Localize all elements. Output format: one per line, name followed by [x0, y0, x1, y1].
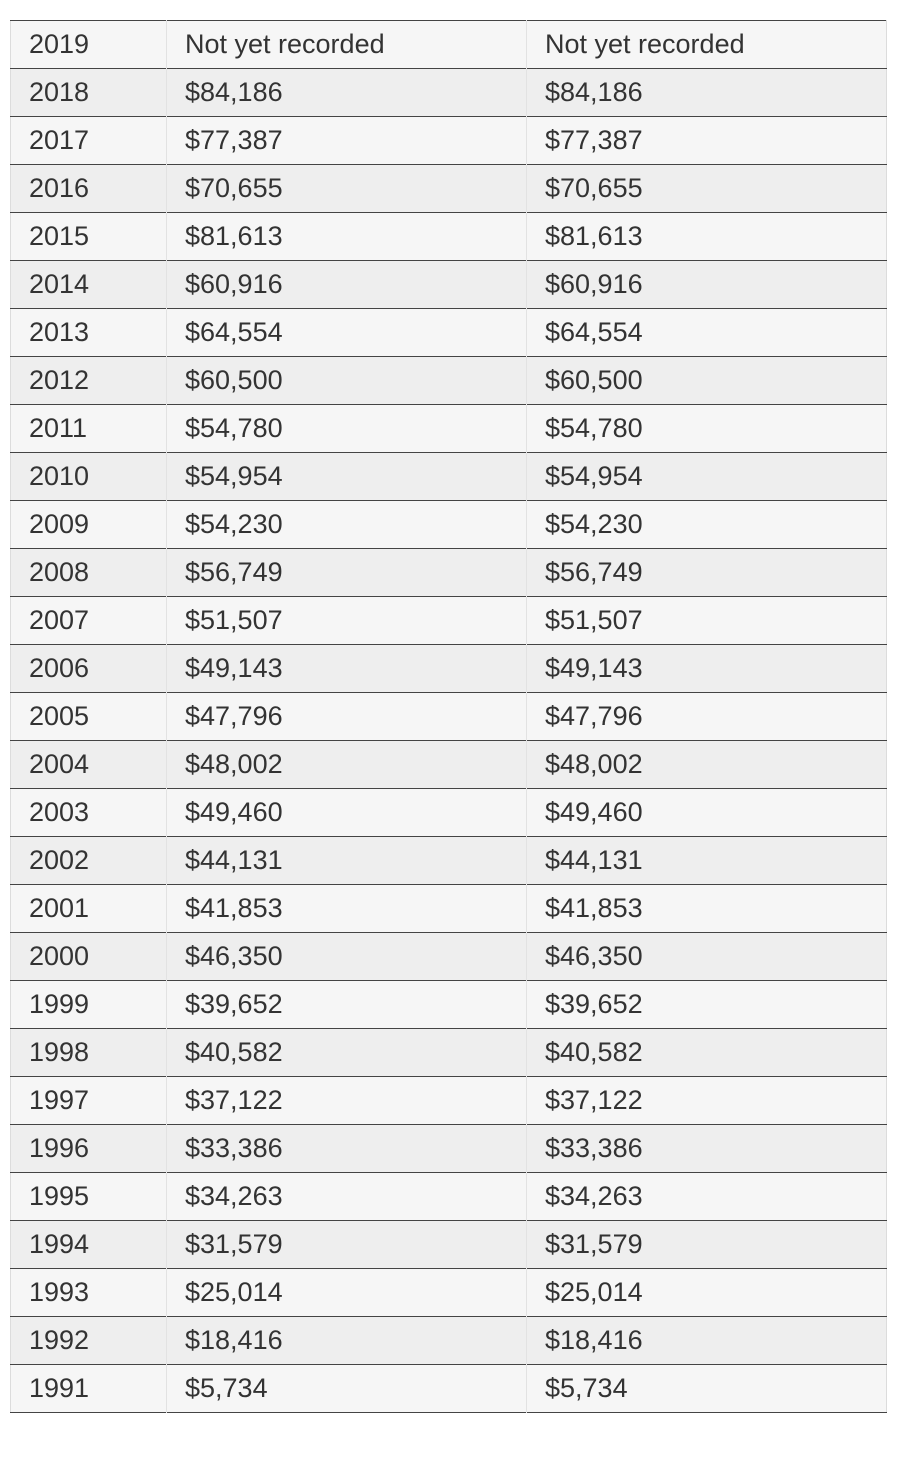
year-cell: 2009: [11, 501, 167, 549]
value-cell-b: $77,387: [527, 117, 887, 165]
value-cell-b: $46,350: [527, 933, 887, 981]
table-row: [11, 69, 887, 117]
value-cell-a: $64,554: [167, 309, 527, 357]
year-cell: 2006: [11, 645, 167, 693]
year-cell: 1995: [11, 1173, 167, 1221]
year-cell: 2005: [11, 693, 167, 741]
value-cell-a: $56,749: [167, 549, 527, 597]
value-cell-b: $54,780: [527, 405, 887, 453]
value-cell-a: $54,780: [167, 405, 527, 453]
table-body: [11, 21, 887, 1413]
value-cell-a: $41,853: [167, 885, 527, 933]
value-cell-a: $46,350: [167, 933, 527, 981]
value-cell-b: $64,554: [527, 309, 887, 357]
table-row: [11, 309, 887, 357]
table-row: [11, 597, 887, 645]
year-cell: 2003: [11, 789, 167, 837]
value-cell-b: $40,582: [527, 1029, 887, 1077]
table-row: [11, 1077, 887, 1125]
year-cell: 1999: [11, 981, 167, 1029]
value-cell-a: $84,186: [167, 69, 527, 117]
year-cell: 1994: [11, 1221, 167, 1269]
year-cell: 2016: [11, 165, 167, 213]
value-cell-a: $5,734: [167, 1365, 527, 1413]
table-row: [11, 1029, 887, 1077]
value-cell-b: $37,122: [527, 1077, 887, 1125]
year-cell: 1992: [11, 1317, 167, 1365]
value-cell-b: $54,230: [527, 501, 887, 549]
value-cell-a: $51,507: [167, 597, 527, 645]
value-cell-a: $49,460: [167, 789, 527, 837]
value-cell-b: $54,954: [527, 453, 887, 501]
value-cell-a: $48,002: [167, 741, 527, 789]
value-cell-b: $33,386: [527, 1125, 887, 1173]
value-cell-b: $70,655: [527, 165, 887, 213]
value-cell-b: $18,416: [527, 1317, 887, 1365]
value-cell-b: $84,186: [527, 69, 887, 117]
table-row: [11, 837, 887, 885]
year-cell: 2015: [11, 213, 167, 261]
value-cell-a: $47,796: [167, 693, 527, 741]
value-cell-a: $44,131: [167, 837, 527, 885]
value-cell-a: $60,500: [167, 357, 527, 405]
table-row: [11, 453, 887, 501]
table-row: [11, 741, 887, 789]
value-cell-a: $33,386: [167, 1125, 527, 1173]
year-cell: 1993: [11, 1269, 167, 1317]
value-cell-b: $81,613: [527, 213, 887, 261]
table-row: [11, 885, 887, 933]
value-cell-b: $60,916: [527, 261, 887, 309]
value-cell-a: $37,122: [167, 1077, 527, 1125]
value-cell-a: $54,230: [167, 501, 527, 549]
table-row: [11, 213, 887, 261]
value-cell-b: $39,652: [527, 981, 887, 1029]
value-cell-a: $40,582: [167, 1029, 527, 1077]
year-cell: 1998: [11, 1029, 167, 1077]
value-cell-a: $39,652: [167, 981, 527, 1029]
value-cell-b: $51,507: [527, 597, 887, 645]
value-cell-a: $54,954: [167, 453, 527, 501]
value-cell-b: $49,143: [527, 645, 887, 693]
table-row: [11, 693, 887, 741]
year-cell: 2002: [11, 837, 167, 885]
table-row: [11, 981, 887, 1029]
year-cell: 2012: [11, 357, 167, 405]
year-cell: 2004: [11, 741, 167, 789]
value-cell-a: $77,387: [167, 117, 527, 165]
value-cell-b: $44,131: [527, 837, 887, 885]
table-row: [11, 165, 887, 213]
year-cell: 2011: [11, 405, 167, 453]
table-row: [11, 645, 887, 693]
year-cell: 2007: [11, 597, 167, 645]
value-cell-b: $60,500: [527, 357, 887, 405]
table-row: [11, 501, 887, 549]
year-cell: 2017: [11, 117, 167, 165]
table-row: [11, 261, 887, 309]
value-cell-b: Not yet recorded: [527, 21, 887, 69]
table-row: [11, 789, 887, 837]
value-cell-a: $34,263: [167, 1173, 527, 1221]
table-row: [11, 1173, 887, 1221]
value-cell-b: $34,263: [527, 1173, 887, 1221]
year-cell: 1997: [11, 1077, 167, 1125]
year-cell: 2019: [11, 21, 167, 69]
value-cell-b: $31,579: [527, 1221, 887, 1269]
table-row: [11, 405, 887, 453]
table-row: [11, 21, 887, 69]
table-row: [11, 1365, 887, 1413]
value-cell-a: $18,416: [167, 1317, 527, 1365]
value-cell-b: $56,749: [527, 549, 887, 597]
table-row: [11, 933, 887, 981]
value-cell-a: $31,579: [167, 1221, 527, 1269]
value-cell-a: $49,143: [167, 645, 527, 693]
value-cell-a: $81,613: [167, 213, 527, 261]
value-cell-a: $25,014: [167, 1269, 527, 1317]
value-cell-b: $48,002: [527, 741, 887, 789]
year-cell: 1996: [11, 1125, 167, 1173]
data-table: [10, 20, 887, 1413]
table-row: [11, 549, 887, 597]
year-cell: 2010: [11, 453, 167, 501]
value-cell-b: $25,014: [527, 1269, 887, 1317]
year-cell: 2008: [11, 549, 167, 597]
year-cell: 1991: [11, 1365, 167, 1413]
year-cell: 2001: [11, 885, 167, 933]
value-cell-b: $47,796: [527, 693, 887, 741]
value-cell-b: $41,853: [527, 885, 887, 933]
table-row: [11, 357, 887, 405]
table-row: [11, 1269, 887, 1317]
year-cell: 2014: [11, 261, 167, 309]
value-cell-b: $5,734: [527, 1365, 887, 1413]
table-row: [11, 1317, 887, 1365]
table-row: [11, 1221, 887, 1269]
year-cell: 2018: [11, 69, 167, 117]
value-cell-a: $70,655: [167, 165, 527, 213]
value-cell-a: $60,916: [167, 261, 527, 309]
value-cell-a: Not yet recorded: [167, 21, 527, 69]
table-row: [11, 117, 887, 165]
year-cell: 2000: [11, 933, 167, 981]
year-cell: 2013: [11, 309, 167, 357]
table-row: [11, 1125, 887, 1173]
value-cell-b: $49,460: [527, 789, 887, 837]
